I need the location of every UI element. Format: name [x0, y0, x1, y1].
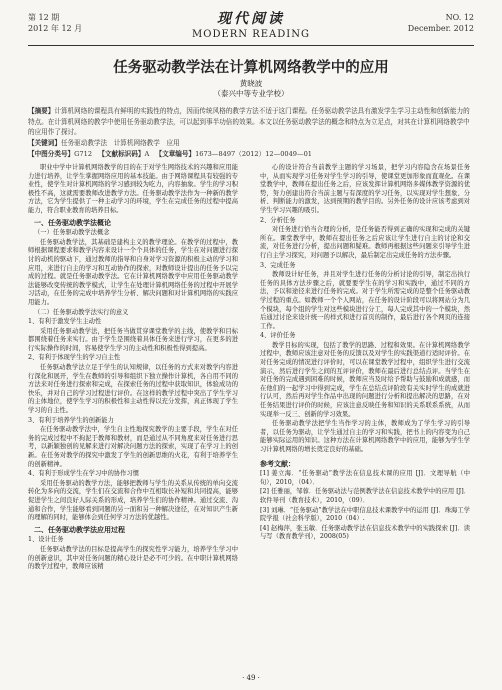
section-heading: 一、任务驱动教学法概论	[34, 217, 111, 227]
doc-value: A	[144, 150, 150, 158]
abstract	[28, 106, 474, 138]
header-rule	[28, 45, 474, 46]
art-value: 1673—8497（2012）12—0049—01	[195, 150, 312, 158]
abstract-text: 计算机网络的课程具有鲜明的实践性的特点，因而传统风格的教学方法不适于这门课程。任务驱动教学法具有激发学生学习主动性和创新能力的特点。在计算机网络的教学中使用任务驱动教学法，可以起到事半功倍的效果。本文以任务驱动教学法的概念和特点为立足点，对其在计算机网络教学中的应用作了探讨。	[28, 107, 470, 136]
issue-en: NO. 12	[445, 13, 474, 22]
section-heading: （一）任务驱动教学法概念	[34, 229, 110, 237]
journal-name-en: MODERN READING	[192, 29, 310, 40]
right-column	[260, 164, 470, 543]
header-right	[408, 12, 474, 34]
paragraph: 职业中学中计算机网络教学的目的在于对学生网络技术的兴趣和应用能力进行培养，让学生掌握网络应用的基本技能。由于网络课程具有较强的专业性，使学生对计算机网络的学习感到较为吃力，内容抽象。学生的学习积极性不高，这就需要教师改进教学方法。任务驱动教学法作为一种新的教学方法，它为学生提供了一种主动学习的环境，学生在完成任务的过程中提高能力，符合职业教育的培养目标。	[28, 164, 238, 214]
paragraph: 教师设计好任务，并且对学生进行任务的分析讨论的引导，制定出执行任务的具体方法步骤之后，就要要学生在的学习和实践中，通过不同的方法，予以和途径来进行任务的完成。对于学生所需完成的是整个任务驱动教学过程的重点。如教师一个个人网站，在任务的设计阶段可以将网站分为几个模块，每个组的学生对这些模块进行分工，每人完成其中的一个模块，然后通过讨论来设计统一的样式和进行首页的制作，最后进行各个网页的连接工作。	[260, 271, 470, 330]
clc-value: G712	[74, 150, 93, 158]
section-heading: 4、有利于形成学生在学习中的协作习惯	[28, 470, 140, 478]
paragraph: 心的设计符合当前教学主题的学习场景，把学习内容隐含在场景任务中，从而实现学习任务对学生学习的引导，使课堂更加形象而直观化。在课堂教学中，教师在提出任务之后，应该发挥计算机网络多媒体教学资源的优势，努力创建出符合当前主题与有深度的学习任务，以实现对学生想象、分析、判断能力的激发，达到预期的教学目的。另外任务的设计应该考虑到对学生学习兴趣的吸引。	[260, 164, 470, 214]
date-cn: 2012 年 12 月	[28, 24, 83, 33]
author: 黄晓波	[239, 79, 263, 88]
section-heading: （二）任务驱动教学法实行的意义	[34, 308, 129, 316]
paragraph: 任务驱动教学法的目标是提高学生的探究性学习能力，培养学生学习中的创新意识，其中对任务问题的精心设计是必不可少的。在中职计算机网络的教学过程中，教师应该精	[28, 545, 238, 571]
doc-label: 【文献标识码】	[98, 150, 145, 158]
paragraph: 对任务进行恰当合理的分析，是任务能否得到正确的实现和完成的关键所在。课堂教学中，教师在提出任务之后应该让学生进行自主的讨论和交流，对任务进行分析，提出问题和疑难。教师再根据这些问题来引导学生进行自主学习探究，对问题予以解决，最后制定出完成任务的方法步骤。	[260, 226, 470, 259]
running-header	[28, 8, 474, 44]
article-title: 任务驱动教学法在计算机网络教学中的应用	[113, 59, 389, 76]
paragraph: 在任务驱动教学法中，学生自主性地探究教学的主要手段，学生在对任务的完成过程中不拘泥于教师和教材，而是通过从不同角度来对任务进行思考，以新颖独创的见解来进行对解决问题方法的探索，实现了在学习上的创新。在任务对教学的探究中激发了学生的创新思维的火花，有利于培养学生的创新精神。	[28, 426, 238, 468]
classification	[28, 149, 474, 160]
keywords	[28, 138, 474, 149]
section-heading: 3、完成任务	[260, 261, 296, 269]
section-heading: 二、任务驱动教学法应用过程	[34, 524, 125, 534]
page-number: · 49 ·	[242, 674, 260, 682]
section-heading: 2、有利于体现学生的学习自主性	[28, 354, 121, 362]
keywords-label: 【关键词】	[28, 139, 61, 147]
section-heading: 1、设计任务	[28, 536, 64, 544]
reference-item: [3] 刘琳．“任务驱动”教学法在中职信息技术课教学中的运用 [J]．珠海工学院学报（社会科学版），2010（04）.	[260, 506, 470, 523]
section-heading: 4、评价任务	[260, 332, 296, 340]
abstract-label: 【摘要】	[28, 107, 55, 115]
paragraph: 任务驱动教学法把学生当作学习的主体，教师成为了学生学习的引导者，以任务为驱动，让学生通过自主的学习和实践，把书上的内容变为自己能够实际运用的知识。这种方法在计算机网络教学中的应用，能够为学生学习计算机网络的增长奠定良好的基础。	[260, 420, 470, 453]
left-column	[28, 164, 238, 573]
section-heading: 1、有利于激发学生主动性	[28, 318, 102, 326]
paragraph: 任务驱动教学法立足于学生的认知规律，以任务的方式来对教学内容进行深化和展开，学生在教师的引导和组织下独立操作计算机，各自用不同的方法来对任务进行探索和完成，在探索任务的过程中获取知识，体验成功的快乐，并对自己的学习过程进行评价。在这样的教学过程中突出了学生学习的主体地位，使学生学习的积极性和主动性得以充分发挥，真正体现了学生学习的自主性。	[28, 364, 238, 415]
paragraph: 任务驱动教学法，其基础是建构主义的教学理论。在教学的过程中，教师根据课程要求和教学内容来设计一个个具体的任务，学生在对问题进行探讨的动机的驱动下，通过教师的指导和自身对学习资源的积极主动的学习和应用，来进行自主的学习和互动协作的探索，对教师设计提出的任务予以完成的过程。就是任务驱动教学法。它在计算机网络教学中应用任务驱动教学法能够改变传统的教学模式，让学生在处理计算机网络任务的过程中开展学习活动，在任务的完成中培养学生分析、解决问题和对计算机网络的实践应用能力。	[28, 238, 238, 306]
references-heading: 参考文献：	[260, 458, 295, 468]
date-en: December. 2012	[407, 24, 474, 33]
reference-item: [2] 任雅丽，邹蓉．任务驱动法与范例教学法在信息技术教学中的应用 [J]．软件导刊（教育技术），2010，（09）．	[260, 488, 470, 504]
section-heading: 2、分析任务	[260, 216, 296, 224]
paragraph: 采用任务驱动教学法，把任务当做贯穿课堂教学的主线，使教学和目标都围绕着任务来实行。由于学生是围绕着具体任务来进行学习，在更多的进行实际操作的时间，容易使学生学习的主动性和积极性得到提高。	[28, 327, 238, 352]
paragraph: 采用任务驱动的教学方法，能够把教师与学生的关系从传统的单向交流转化为多向的交流，学生们在交流和合作中互相取长补短和共同提高，能够促进学生之间良好人际关系的形成，培养学生们的协作精神。通过交流、沟通和合作，学生能够看到同题的另一面和另一种解决途径，在对知识产生新的理解的同时，能够体会到任何学习方法的优越性。	[28, 479, 238, 522]
issue-cn: 第 12 期	[28, 13, 60, 22]
keywords-text: 任务驱动教学法 计算机网络教学 应用	[60, 139, 180, 147]
art-label: 【文章编号】	[155, 150, 196, 158]
reference-item: [4] 赵梅萍，张玉敏．任务驱动教学法在信息技术教学中的实践探索 [J]．读与写（教育教学刊），2008(05)	[260, 524, 470, 541]
affiliation: （泰兴中等专业学校）	[213, 89, 289, 98]
clc-label: 【中图分类号】	[28, 150, 75, 158]
section-heading: 3、有利于培养学生的创新能力	[28, 416, 114, 424]
paragraph: 教学目标的实现，包括了教学的思路、过程和效果。在计算机网络教学过程中，教师应该注意对任务的反馈以及对学生的实践渠道行适时评价。在对任务完成的情况进行评价时，可以在课堂教学过程中，组织学生进行交流演示，然后进行学生之间的互评评价，教师在最后进行总结点评。当学生在对任务的完成遇到困难的时候，教师应当及时给予帮助与鼓励和成就感，而在他们的一起学习中得到完成，学生在总结点评阶段有关实时学生的成就进行认可，然后再对学生作品中出现的问题进行分析和提出解决的思路，在对任务结果进行评价的时候，应该注意反映任务和知识的关系联系系统，从而实现举一反三、创新的学习效果。	[260, 341, 470, 418]
reference-item: [1] 姜立海．“任务驱动”教学法在信息技术课的应用 [J]．文理导航（中旬），2010，（04）．	[260, 470, 470, 486]
journal-name-cn: 现代阅读	[217, 11, 285, 27]
